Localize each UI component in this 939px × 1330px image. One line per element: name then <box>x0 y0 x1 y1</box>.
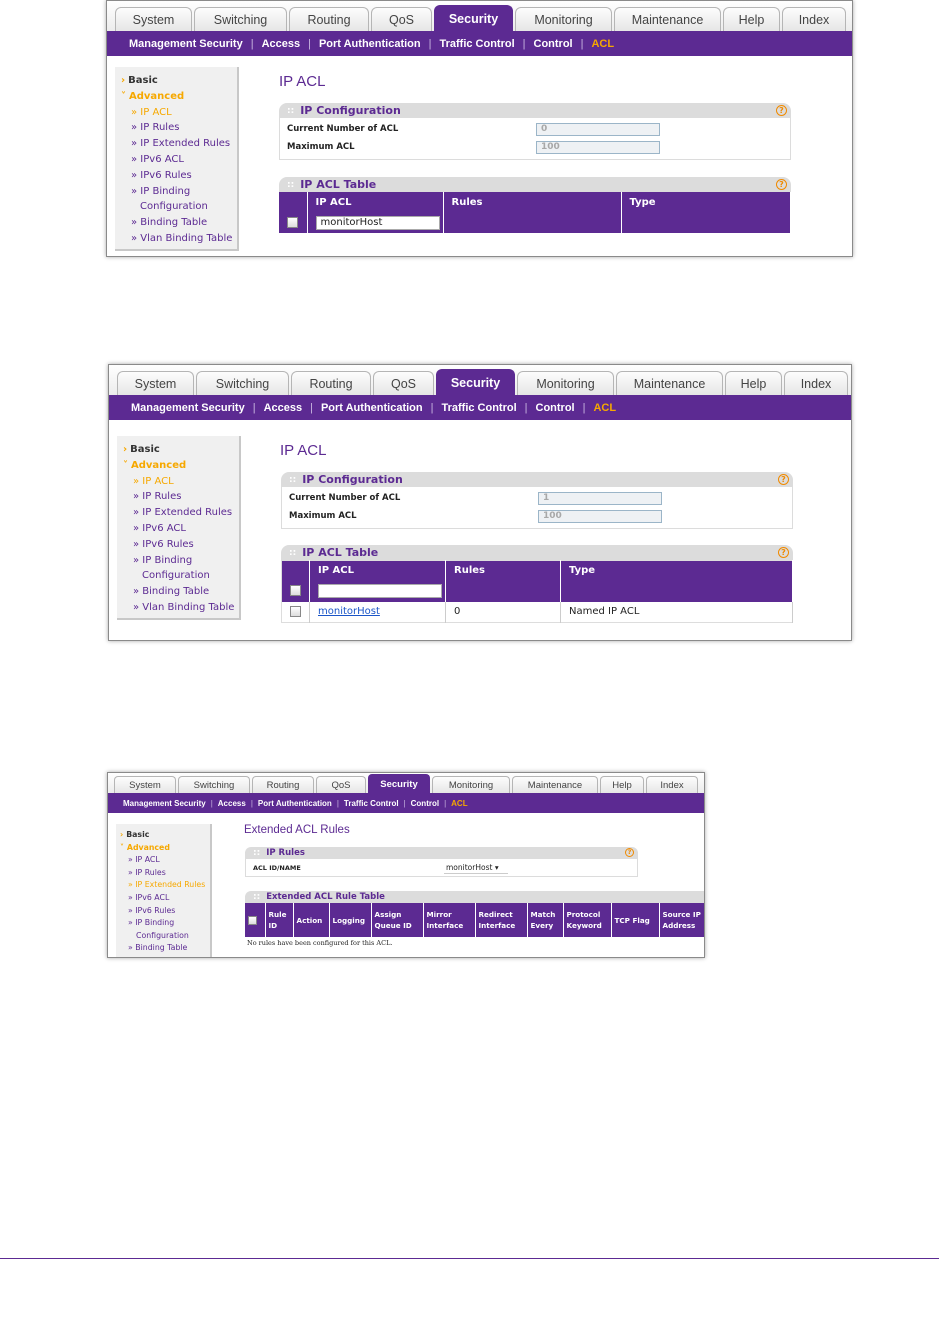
section-title: IP ACL Table <box>300 178 377 191</box>
left-menu <box>117 436 241 620</box>
column-ip-acl: IP ACL <box>310 561 446 581</box>
row-checkbox[interactable] <box>287 217 298 228</box>
tab-maintenance[interactable]: Maintenance <box>512 776 598 793</box>
menu-ip-extended-rules[interactable]: » IP Extended Rules <box>128 880 206 890</box>
column-type: Type <box>621 192 791 212</box>
subnav-management-security[interactable]: Management Security <box>123 798 206 808</box>
subnav-control[interactable]: Control <box>410 798 440 808</box>
top-tab-bar <box>108 773 704 793</box>
help-icon[interactable]: ? <box>625 848 634 857</box>
menu-ip-extended-rules[interactable]: » IP Extended Rules <box>131 138 231 150</box>
subnav-management-security[interactable]: Management Security <box>131 401 245 414</box>
rules-cell <box>446 581 561 602</box>
menu-basic[interactable]: › Basic <box>121 75 158 86</box>
subnav-traffic-control[interactable]: Traffic Control <box>441 401 517 414</box>
acl-id-name-select[interactable]: monitorHost ▾ <box>444 863 508 874</box>
ip-configuration-section: :: IP Configuration ? Current Number of ACL 1 Maximum ACL 100 <box>281 472 793 529</box>
section-title: IP ACL Table <box>302 546 379 559</box>
left-menu <box>115 67 239 251</box>
menu-binding-table[interactable]: » Binding Table <box>128 943 188 953</box>
tab-help[interactable]: Help <box>600 776 644 793</box>
tab-qos[interactable]: QoS <box>371 7 432 31</box>
menu-binding-table[interactable]: » Binding Table <box>133 586 210 598</box>
maximum-acl-field: 100 <box>536 141 660 154</box>
section-title: IP Configuration <box>302 473 403 486</box>
menu-ip-binding-configuration[interactable]: Configuration <box>136 930 189 940</box>
subnav-traffic-control[interactable]: Traffic Control <box>439 37 515 50</box>
section-title: Extended ACL Rule Table <box>266 892 385 902</box>
type-cell <box>621 212 791 233</box>
menu-ip-binding[interactable]: » IP Binding <box>131 185 191 197</box>
tab-monitoring[interactable]: Monitoring <box>517 371 614 395</box>
screenshot-ip-acl-add <box>106 0 853 257</box>
left-menu <box>116 824 212 958</box>
sub-navigation: Management Security | Access | Port Authentication | Traffic Control | Control | ACL <box>107 31 852 56</box>
tab-qos[interactable]: QoS <box>316 776 366 793</box>
extended-acl-rule-table <box>245 903 705 937</box>
subnav-access[interactable]: Access <box>263 401 303 414</box>
column-type: Type <box>561 561 793 581</box>
tab-help[interactable]: Help <box>723 7 780 31</box>
tab-security[interactable]: Security <box>434 5 513 31</box>
column-mirror-interface: Mirror Interface <box>423 903 475 937</box>
ip-configuration-section: :: IP Configuration ? Current Number of ACL 0 Maximum ACL 100 <box>279 103 791 160</box>
help-icon[interactable]: ? <box>778 547 789 558</box>
rules-cell <box>443 212 621 233</box>
current-acl-label: Current Number of ACL <box>287 124 399 134</box>
table-row-entry <box>279 212 791 233</box>
tab-index[interactable]: Index <box>784 371 848 395</box>
column-action: Action <box>293 903 329 937</box>
section-title: IP Rules <box>266 848 305 858</box>
page-title: IP ACL <box>280 442 327 459</box>
top-tab-bar <box>109 365 851 395</box>
tab-monitoring[interactable]: Monitoring <box>515 7 612 31</box>
tab-switching[interactable]: Switching <box>194 7 287 31</box>
screenshot-extended-acl-rules <box>107 772 705 958</box>
tab-routing[interactable]: Routing <box>291 371 371 395</box>
page-title: IP ACL <box>279 73 326 90</box>
menu-advanced[interactable]: ˅ Advanced <box>120 842 170 852</box>
chevron-down-icon: ▾ <box>494 863 499 872</box>
subnav-traffic-control[interactable]: Traffic Control <box>343 798 399 808</box>
menu-ip-rules[interactable]: » IP Rules <box>131 122 180 134</box>
menu-binding-table[interactable]: » Binding Table <box>131 217 208 229</box>
top-tab-bar <box>107 1 852 31</box>
column-match-every: Match Every <box>527 903 563 937</box>
menu-ipv6-acl[interactable]: » IPv6 ACL <box>133 522 186 534</box>
rules-cell: 0 <box>446 602 561 623</box>
maximum-acl-label: Maximum ACL <box>287 142 355 152</box>
subnav-port-authentication[interactable]: Port Authentication <box>320 401 423 414</box>
tab-maintenance[interactable]: Maintenance <box>616 371 723 395</box>
acl-id-name-label: ACL ID/NAME <box>253 863 301 872</box>
tab-help[interactable]: Help <box>725 371 782 395</box>
row-checkbox[interactable] <box>290 606 301 617</box>
table-row <box>282 602 793 623</box>
column-ip-acl: IP ACL <box>307 192 443 212</box>
menu-ip-acl[interactable]: » IP ACL <box>131 106 172 118</box>
subnav-control[interactable]: Control <box>533 37 573 50</box>
menu-ip-binding-configuration[interactable]: Configuration <box>142 570 210 582</box>
menu-advanced[interactable]: ˅ Advanced <box>123 459 187 471</box>
menu-ipv6-acl[interactable]: » IPv6 ACL <box>131 153 184 165</box>
extended-acl-rule-table-section: :: Extended ACL Rule Table Rule ID Action Logging Assign Queue ID Mirror Interface Redirect Interface Match Every Protocol Keyword TCP Flag Source IP Address No rules have been configured for this ACL. <box>245 891 705 947</box>
subnav-acl[interactable]: ACL <box>451 798 468 808</box>
column-rules: Rules <box>446 561 561 581</box>
subnav-control[interactable]: Control <box>535 401 575 414</box>
menu-vlan-binding-table[interactable]: » Vlan Binding Table <box>131 232 233 244</box>
tab-index[interactable]: Index <box>782 7 846 31</box>
menu-ip-acl[interactable]: » IP ACL <box>128 855 160 865</box>
tab-monitoring[interactable]: Monitoring <box>432 776 510 793</box>
select-column-header <box>279 192 307 212</box>
select-all-checkbox[interactable] <box>248 916 257 925</box>
tab-routing[interactable]: Routing <box>252 776 314 793</box>
menu-ipv6-acl[interactable]: » IPv6 ACL <box>128 892 170 902</box>
menu-advanced[interactable]: ˅ Advanced <box>121 90 185 102</box>
ip-acl-table-section: :: IP ACL Table ? IP ACL Rules Type monitorHost 0 Named IP ACL <box>281 545 793 623</box>
row-checkbox[interactable] <box>290 585 301 596</box>
type-cell: Named IP ACL <box>561 602 793 623</box>
screenshot-ip-acl-added <box>108 364 852 641</box>
tab-routing[interactable]: Routing <box>289 7 369 31</box>
menu-ipv6-rules[interactable]: » IPv6 Rules <box>128 905 176 915</box>
ip-rules-section: :: IP Rules ? ACL ID/NAME monitorHost ▾ <box>245 847 638 877</box>
acl-name-link[interactable]: monitorHost <box>318 606 380 618</box>
column-rules: Rules <box>443 192 621 212</box>
ip-acl-table-section: :: IP ACL Table ? IP ACL Rules Type monitorHost <box>279 177 791 233</box>
help-icon[interactable]: ? <box>776 179 787 190</box>
menu-ipv6-rules[interactable]: » IPv6 Rules <box>131 169 192 181</box>
menu-ip-acl[interactable]: » IP ACL <box>133 475 174 487</box>
menu-basic[interactable]: › Basic <box>123 444 160 455</box>
column-assign-queue-id: Assign Queue ID <box>371 903 423 937</box>
tab-qos[interactable]: QoS <box>373 371 434 395</box>
current-acl-field: 1 <box>538 492 662 505</box>
column-protocol-keyword: Protocol Keyword <box>563 903 611 937</box>
select-column-header <box>282 561 310 581</box>
menu-ip-binding[interactable]: » IP Binding <box>128 918 175 928</box>
page-footer-rule <box>0 1258 939 1259</box>
subnav-acl[interactable]: ACL <box>591 37 615 50</box>
ip-acl-name-input[interactable] <box>318 584 442 598</box>
subnav-port-authentication[interactable]: Port Authentication <box>318 37 421 50</box>
help-icon[interactable]: ? <box>776 105 787 116</box>
sub-navigation: Management Security | Access | Port Authentication | Traffic Control | Control | ACL <box>109 395 851 420</box>
maximum-acl-field: 100 <box>538 510 662 523</box>
subnav-access[interactable]: Access <box>261 37 301 50</box>
tab-switching[interactable]: Switching <box>178 776 250 793</box>
column-redirect-interface: Redirect Interface <box>475 903 527 937</box>
column-tcp-flag: TCP Flag <box>611 903 659 937</box>
table-row-entry <box>282 581 793 602</box>
sub-navigation: Management Security | Access | Port Authentication | Traffic Control | Control | ACL <box>108 793 704 813</box>
subnav-access[interactable]: Access <box>217 798 246 808</box>
subnav-management-security[interactable]: Management Security <box>129 37 243 50</box>
menu-ip-rules[interactable]: » IP Rules <box>128 867 166 877</box>
tab-system[interactable]: System <box>117 371 194 395</box>
menu-ip-binding[interactable]: » IP Binding <box>133 554 193 566</box>
subnav-acl[interactable]: ACL <box>593 401 617 414</box>
subnav-port-authentication[interactable]: Port Authentication <box>257 798 332 808</box>
current-acl-field: 0 <box>536 123 660 136</box>
menu-vlan-binding-table[interactable]: » Vlan Binding Table <box>133 601 235 613</box>
current-acl-label: Current Number of ACL <box>289 493 401 503</box>
ip-acl-table <box>281 560 793 623</box>
tab-switching[interactable]: Switching <box>196 371 289 395</box>
maximum-acl-label: Maximum ACL <box>289 511 357 521</box>
tab-system[interactable]: System <box>115 7 192 31</box>
menu-ip-extended-rules[interactable]: » IP Extended Rules <box>133 507 233 519</box>
ip-acl-table <box>279 192 791 233</box>
column-rule-id: Rule ID <box>265 903 293 937</box>
tab-security[interactable]: Security <box>368 774 430 793</box>
menu-ipv6-rules[interactable]: » IPv6 Rules <box>133 538 194 550</box>
tab-maintenance[interactable]: Maintenance <box>614 7 721 31</box>
tab-system[interactable]: System <box>114 776 176 793</box>
menu-ip-rules[interactable]: » IP Rules <box>133 491 182 503</box>
section-title: IP Configuration <box>300 104 401 117</box>
page-title: Extended ACL Rules <box>244 824 350 836</box>
column-logging: Logging <box>329 903 371 937</box>
ip-acl-name-input[interactable]: monitorHost <box>316 216 440 230</box>
empty-table-message: No rules have been configured for this ACL. <box>247 939 393 947</box>
menu-ip-binding-configuration[interactable]: Configuration <box>140 201 208 213</box>
menu-basic[interactable]: › Basic <box>120 830 150 839</box>
column-source-ip-address: Source IP Address <box>659 903 705 937</box>
tab-index[interactable]: Index <box>646 776 698 793</box>
tab-security[interactable]: Security <box>436 369 515 395</box>
help-icon[interactable]: ? <box>778 474 789 485</box>
type-cell <box>561 581 793 602</box>
